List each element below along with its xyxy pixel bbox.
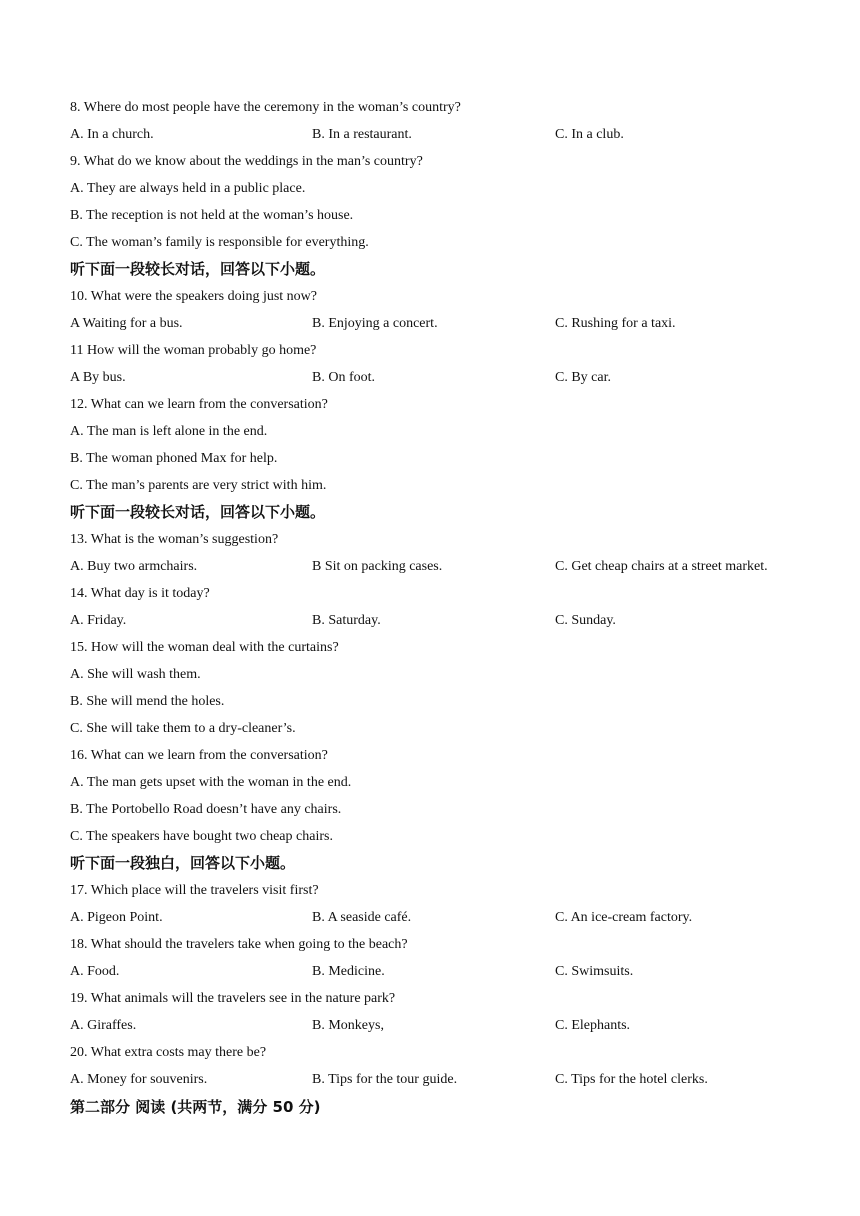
options-row-19	[70, 1017, 850, 1035]
options-row-14	[70, 612, 850, 630]
option-c: C. Elephants.	[555, 1018, 631, 1033]
option-c: C. By car.	[555, 370, 611, 385]
question-10: 10. What were the speakers doing just now?	[70, 289, 318, 304]
option-a: A. Food.	[70, 964, 120, 979]
option-c: C. An ice-cream factory.	[555, 910, 693, 925]
question-19: 19. What animals will the travelers see in the nature park?	[70, 991, 396, 1006]
option-a: A. Money for souvenirs.	[70, 1072, 208, 1087]
options-row-13	[70, 558, 850, 576]
option-a: A. She will wash them.	[70, 667, 201, 682]
option-c: C. Sunday.	[555, 613, 616, 628]
question-13: 13. What is the woman’s suggestion?	[70, 532, 279, 547]
options-row-8	[70, 126, 850, 144]
part-heading: 第二部分 阅读 (共两节，满分 50 分)	[70, 1098, 321, 1116]
option-a: A. Friday.	[70, 613, 127, 628]
option-a: A. Buy two armchairs.	[70, 559, 198, 574]
option-b: B. On foot.	[312, 370, 375, 385]
question-16: 16. What can we learn from the conversation?	[70, 748, 328, 763]
option-b: B. The Portobello Road doesn’t have any chairs.	[70, 802, 342, 817]
option-c: C. The woman’s family is responsible for everything.	[70, 235, 369, 250]
question-18: 18. What should the travelers take when going to the beach?	[70, 937, 408, 952]
option-c: C. Rushing for a taxi.	[555, 316, 676, 331]
option-c: C. She will take them to a dry-cleaner’s.	[70, 721, 296, 736]
question-8: 8. Where do most people have the ceremony in the woman’s country?	[70, 100, 461, 115]
option-b: B Sit on packing cases.	[312, 559, 443, 574]
option-b: B. A seaside café.	[312, 910, 412, 925]
option-b: B. The reception is not held at the woman’s house.	[70, 208, 354, 223]
option-a: A. They are always held in a public place.	[70, 181, 306, 196]
section-heading: 听下面一段较长对话，回答以下小题。	[70, 260, 326, 278]
question-9: 9. What do we know about the weddings in the man’s country?	[70, 154, 423, 169]
option-a: A. In a church.	[70, 127, 154, 142]
option-c: C. Swimsuits.	[555, 964, 634, 979]
option-b: B. The woman phoned Max for help.	[70, 451, 278, 466]
section-heading: 听下面一段较长对话，回答以下小题。	[70, 503, 326, 521]
question-14: 14. What day is it today?	[70, 586, 210, 601]
options-row-17	[70, 909, 850, 927]
option-b: B. In a restaurant.	[312, 127, 412, 142]
option-c: C. The speakers have bought two cheap chairs.	[70, 829, 333, 844]
option-a: A Waiting for a bus.	[70, 316, 183, 331]
question-12: 12. What can we learn from the conversation?	[70, 397, 328, 412]
section-heading: 听下面一段独白，回答以下小题。	[70, 854, 296, 872]
option-b: B. Saturday.	[312, 613, 381, 628]
options-row-18	[70, 963, 850, 981]
option-b: B. She will mend the holes.	[70, 694, 225, 709]
option-b: B. Enjoying a concert.	[312, 316, 438, 331]
option-c: C. Get cheap chairs at a street market.	[555, 559, 768, 574]
question-17: 17. Which place will the travelers visit first?	[70, 883, 319, 898]
option-b: B. Monkeys,	[312, 1018, 384, 1033]
options-row-10	[70, 315, 850, 333]
option-b: B. Medicine.	[312, 964, 385, 979]
question-11: 11 How will the woman probably go home?	[70, 343, 317, 358]
options-row-20	[70, 1071, 850, 1089]
question-20: 20. What extra costs may there be?	[70, 1045, 267, 1060]
option-c: C. Tips for the hotel clerks.	[555, 1072, 708, 1087]
options-row-11	[70, 369, 850, 387]
option-a: A. The man is left alone in the end.	[70, 424, 268, 439]
option-a: A. Pigeon Point.	[70, 910, 163, 925]
question-15: 15. How will the woman deal with the curtains?	[70, 640, 339, 655]
option-b: B. Tips for the tour guide.	[312, 1072, 458, 1087]
option-c: C. The man’s parents are very strict with him.	[70, 478, 327, 493]
option-a: A. The man gets upset with the woman in the end.	[70, 775, 352, 790]
option-c: C. In a club.	[555, 127, 624, 142]
option-a: A. Giraffes.	[70, 1018, 137, 1033]
option-a: A By bus.	[70, 370, 126, 385]
